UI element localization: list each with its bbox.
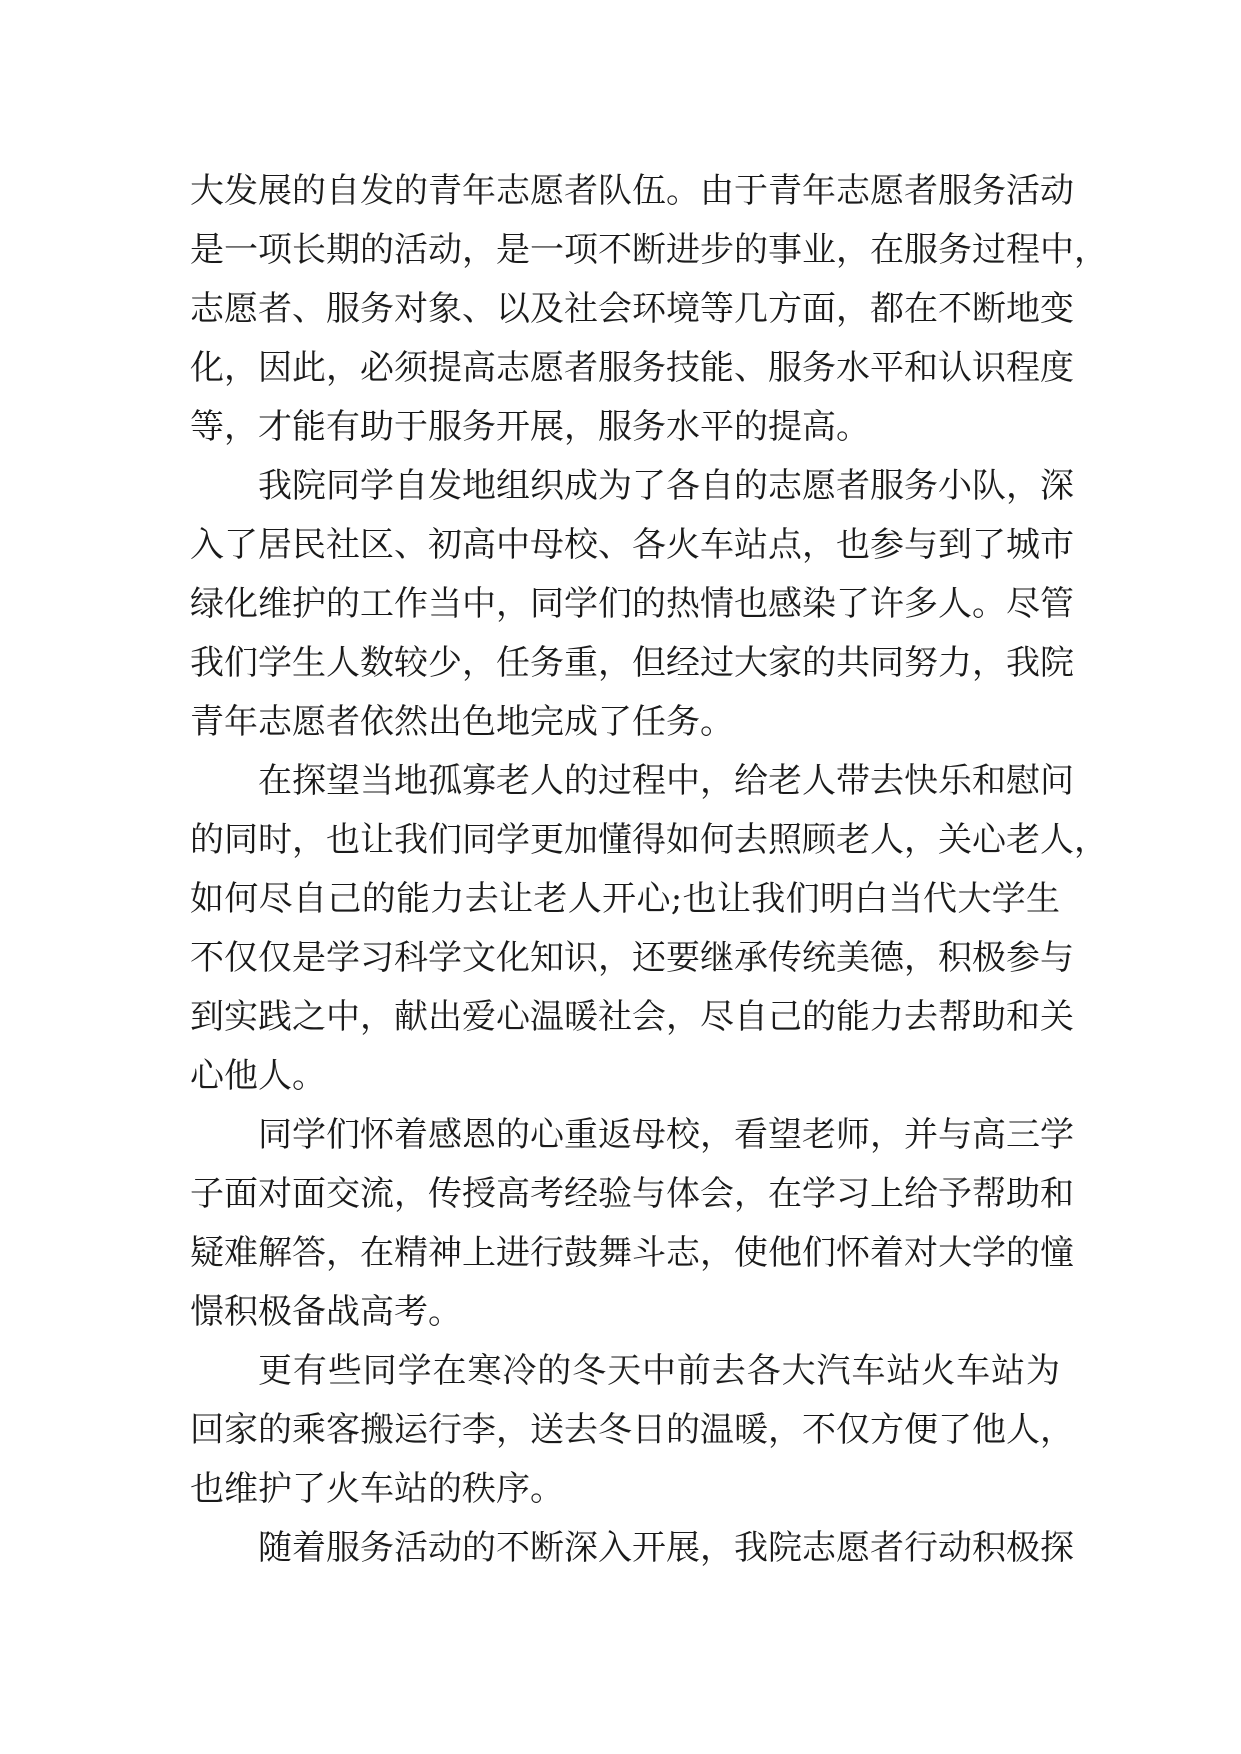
text-line: 大发展的自发的青年志愿者队伍。由于青年志愿者服务活动 [190, 171, 1074, 211]
text-line: 不仅仅是学习科学文化知识，还要继承传统美德，积极参与 [190, 938, 1074, 978]
text-line: 入了居民社区、初高中母校、各火车站点，也参与到了城市 [190, 525, 1074, 565]
text-line: 随着服务活动的不断深入开展，我院志愿者行动积极探 [258, 1528, 1074, 1568]
text-line: 绿化维护的工作当中，同学们的热情也感染了许多人。尽管 [190, 584, 1074, 624]
text-line: 志愿者、服务对象、以及社会环境等几方面，都在不断地变 [190, 289, 1074, 329]
paragraph-1 [190, 162, 1108, 457]
text-line: 是一项长期的活动，是一项不断进步的事业，在服务过程中， [190, 230, 1108, 270]
text-line: 同学们怀着感恩的心重返母校，看望老师，并与高三学 [258, 1115, 1074, 1155]
text-line: 憬积极备战高考。 [190, 1292, 462, 1332]
paragraph-3 [190, 752, 1108, 1106]
text-line: 我们学生人数较少，任务重，但经过大家的共同努力，我院 [190, 643, 1074, 683]
paragraph-2 [190, 457, 1074, 752]
text-line: 的同时，也让我们同学更加懂得如何去照顾老人，关心老人， [190, 820, 1108, 860]
text-line: 我院同学自发地组织成为了各自的志愿者服务小队，深 [258, 466, 1074, 506]
document-body [190, 162, 1108, 1578]
text-line: 疑难解答，在精神上进行鼓舞斗志，使他们怀着对大学的憧 [190, 1233, 1074, 1273]
text-line: 更有些同学在寒冷的冬天中前去各大汽车站火车站为 [258, 1351, 1060, 1391]
text-line: 到实践之中，献出爱心温暖社会，尽自己的能力去帮助和关 [190, 997, 1074, 1037]
text-line: 青年志愿者依然出色地完成了任务。 [190, 702, 734, 742]
text-line: 心他人。 [190, 1056, 326, 1096]
text-line: 也维护了火车站的秩序。 [190, 1469, 564, 1509]
text-line: 子面对面交流，传授高考经验与体会，在学习上给予帮助和 [190, 1174, 1074, 1214]
paragraph-4 [190, 1106, 1074, 1342]
paragraph-6 [190, 1519, 1074, 1578]
text-line: 回家的乘客搬运行李，送去冬日的温暖，不仅方便了他人， [190, 1410, 1074, 1450]
text-line: 等，才能有助于服务开展，服务水平的提高。 [190, 407, 870, 447]
text-line: 化，因此，必须提高志愿者服务技能、服务水平和认识程度 [190, 348, 1074, 388]
text-line: 在探望当地孤寡老人的过程中，给老人带去快乐和慰问 [258, 761, 1074, 801]
paragraph-5 [190, 1342, 1074, 1519]
text-line: 如何尽自己的能力去让老人开心;也让我们明白当代大学生 [190, 879, 1061, 919]
